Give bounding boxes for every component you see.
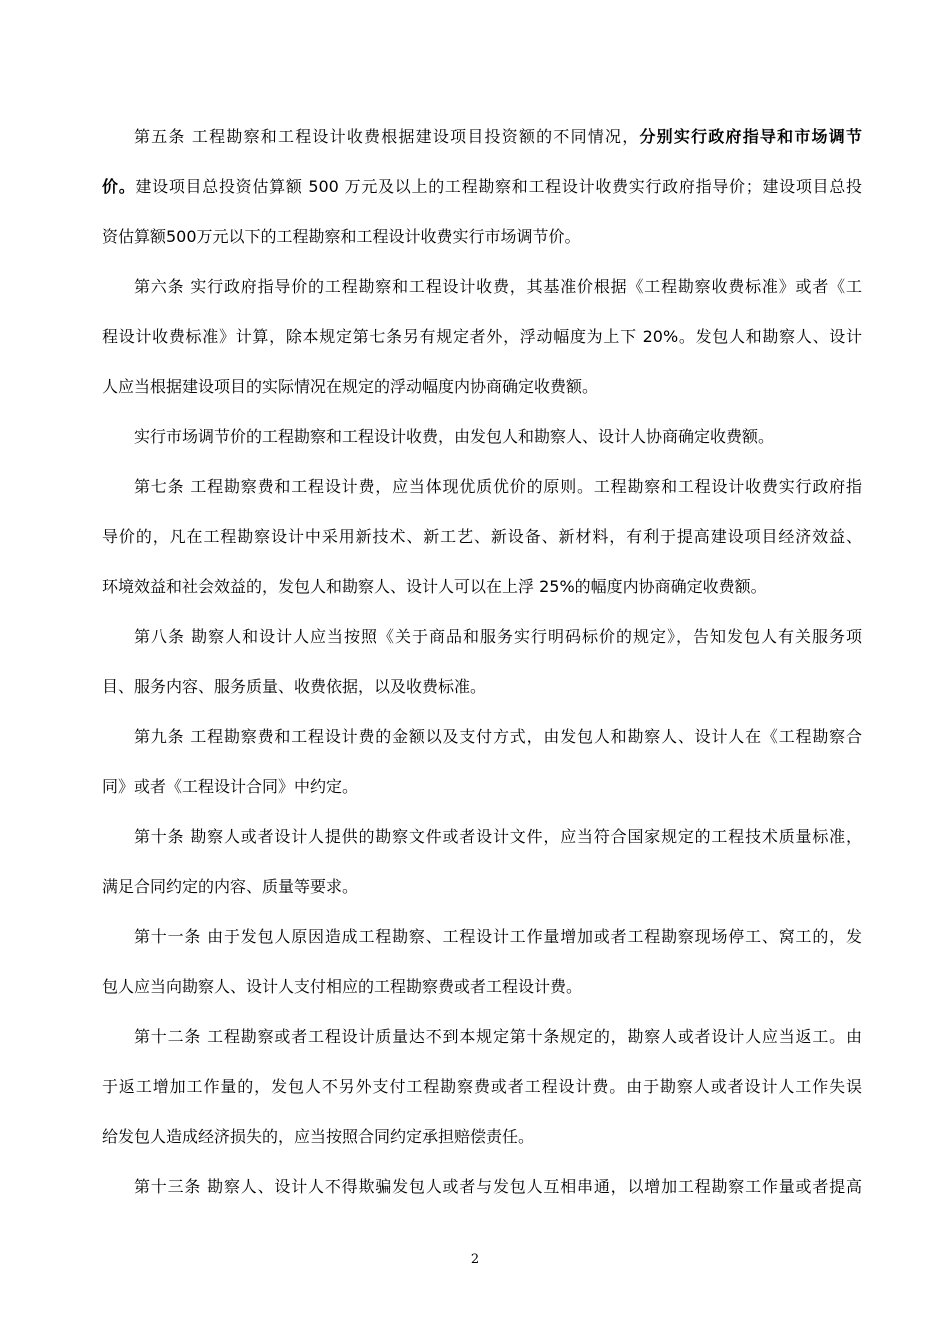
text-run: 程设计收费标准》计算，除本规定第七条另有规定者外，浮动幅度为上下 20%。发包人和勘察人、设计: [102, 327, 862, 346]
paragraph-12-line-1: [134, 1022, 862, 1052]
text-run: 第八条 勘察人和设计人应当按照《关于商品和服务实行明码标价的规定》，告知发包人有关服务项: [134, 627, 862, 646]
text-run: 建设项目总投资估算额 500 万元及以上的工程勘察和工程设计收费实行政府指导价；建设项目总投: [135, 177, 862, 196]
text-run: 同》或者《工程设计合同》中约定。: [102, 777, 359, 796]
paragraph-6-line-3: [102, 372, 862, 402]
paragraph-5-line-3: [102, 222, 862, 252]
paragraph-11-line-2: [102, 972, 862, 1002]
text-run: 第十三条 勘察人、设计人不得欺骗发包人或者与发包人互相串通，以增加工程勘察工作量或者提高: [134, 1177, 862, 1196]
paragraph-8-line-2: [102, 672, 862, 702]
text-run: 导价的，凡在工程勘察设计中采用新技术、新工艺、新设备、新材料，有利于提高建设项目经济效益、: [102, 527, 862, 546]
text-run: 于返工增加工作量的，发包人不另外支付工程勘察费或者工程设计费。由于勘察人或者设计人工作失误: [102, 1077, 862, 1096]
paragraph-13-line-1: [134, 1172, 862, 1202]
bold-text-run: 分别实行政府指导和市场调节: [639, 127, 862, 146]
paragraph-market-price-line-1: [134, 422, 862, 452]
paragraph-8-line-1: [134, 622, 862, 652]
text-run: 目、服务内容、服务质量、收费依据，以及收费标准。: [102, 677, 487, 696]
text-run: 第十一条 由于发包人原因造成工程勘察、工程设计工作量增加或者工程勘察现场停工、窝工的，发: [134, 927, 862, 946]
paragraph-9-line-1: [134, 722, 862, 752]
paragraph-10-line-2: [102, 872, 862, 902]
page-number: 2: [470, 1252, 480, 1267]
text-run: 第九条 工程勘察费和工程设计费的金额以及支付方式，由发包人和勘察人、设计人在《工程勘察合: [134, 727, 862, 746]
paragraph-11-line-1: [134, 922, 862, 952]
text-run: 第十二条 工程勘察或者工程设计质量达不到本规定第十条规定的，勘察人或者设计人应当返工。由: [134, 1027, 862, 1046]
paragraph-7-line-1: [134, 472, 862, 502]
text-run: 第七条 工程勘察费和工程设计费，应当体现优质优价的原则。工程勘察和工程设计收费实行政府指: [134, 477, 862, 496]
text-run: 第十条 勘察人或者设计人提供的勘察文件或者设计文件，应当符合国家规定的工程技术质量标准，: [134, 827, 862, 846]
paragraph-5-line-2: [102, 172, 862, 202]
text-run: 包人应当向勘察人、设计人支付相应的工程勘察费或者工程设计费。: [102, 977, 583, 996]
paragraph-6-line-2: [102, 322, 862, 352]
paragraph-5-line-1: [134, 122, 862, 152]
text-run: 满足合同约定的内容、质量等要求。: [102, 877, 359, 896]
paragraph-12-line-3: [102, 1122, 862, 1152]
paragraph-12-line-2: [102, 1072, 862, 1102]
text-run: 第五条 工程勘察和工程设计收费根据建设项目投资额的不同情况，: [134, 127, 640, 146]
text-run: 资估算额500万元以下的工程勘察和工程设计收费实行市场调节价。: [102, 227, 581, 246]
paragraph-10-line-1: [134, 822, 862, 852]
paragraph-7-line-3: [102, 572, 862, 602]
paragraph-6-line-1: [134, 272, 862, 302]
paragraph-7-line-2: [102, 522, 862, 552]
text-run: 给发包人造成经济损失的，应当按照合同约定承担赔偿责任。: [102, 1127, 535, 1146]
text-run: 环境效益和社会效益的，发包人和勘察人、设计人可以在上浮 25%的幅度内协商确定收费额。: [102, 577, 767, 596]
text-run: 实行市场调节价的工程勘察和工程设计收费，由发包人和勘察人、设计人协商确定收费额。: [134, 427, 775, 446]
text-run: 人应当根据建设项目的实际情况在规定的浮动幅度内协商确定收费额。: [102, 377, 599, 396]
paragraph-9-line-2: [102, 772, 862, 802]
bold-text-run: 价。: [102, 177, 136, 196]
text-run: 第六条 实行政府指导价的工程勘察和工程设计收费，其基准价根据《工程勘察收费标准》或者《工: [134, 277, 862, 296]
